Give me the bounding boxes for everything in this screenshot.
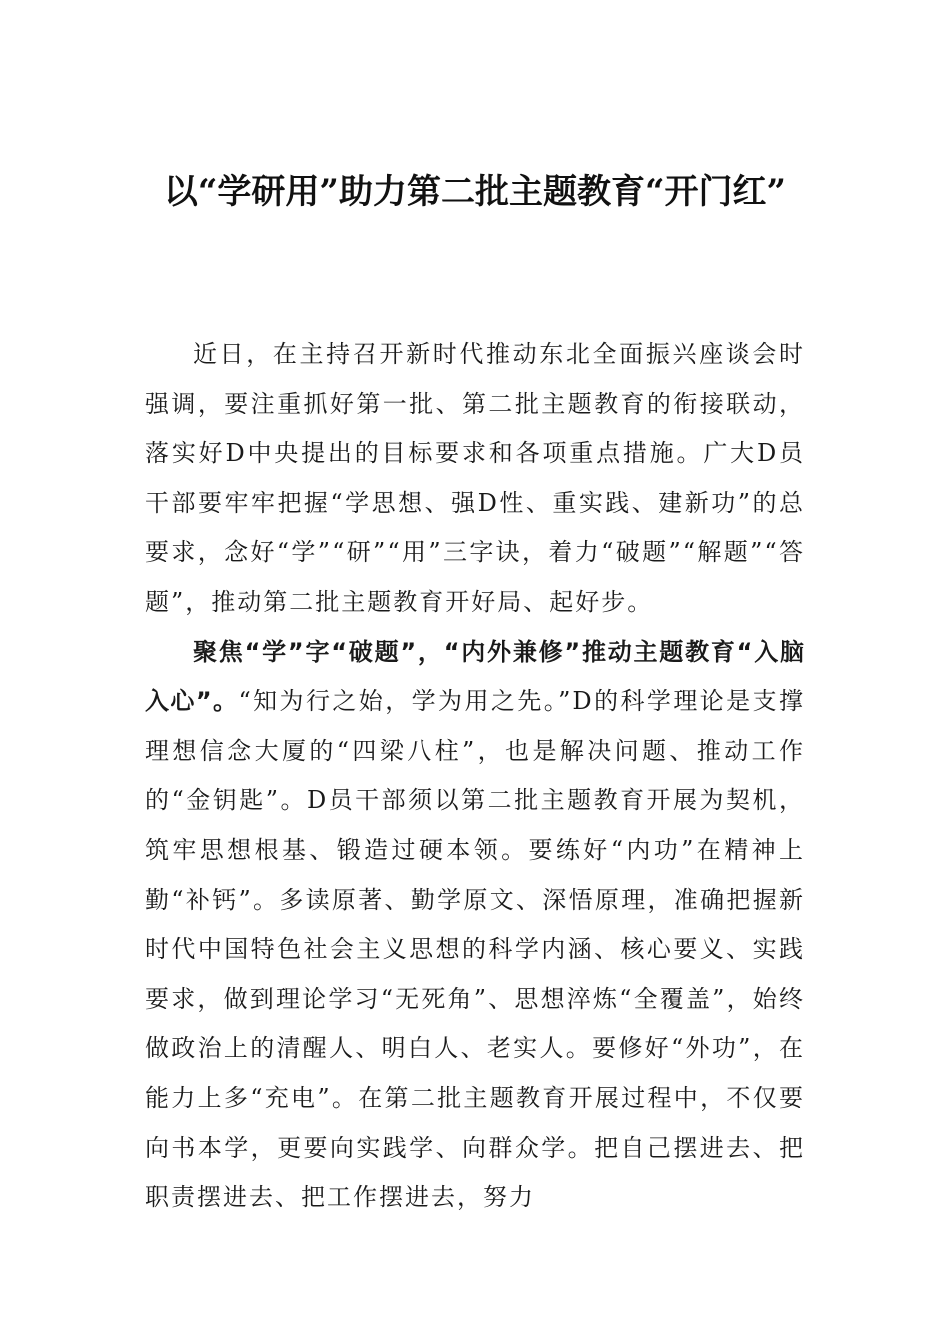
paragraph-intro-text: 近日，在主持召开新时代推动东北全面振兴座谈会时强调，要注重抓好第一批、第二批主题教育的衔接联动，落实好D中央提出的目标要求和各项重点措施。广大D员干部要牢牢把握“学思想、强D性、重实践、建新功”的总要求，念好“学”“研”“用”三字诀，着力“破题”“解题”“答题”，推动第二批主题教育开好局、起好步。 xyxy=(145,340,805,616)
paragraph-study xyxy=(145,628,805,1223)
document-body xyxy=(145,330,805,1223)
paragraph-intro xyxy=(145,330,805,628)
paragraph-study-lead: 聚焦“学”字“破题”，“内外兼修”推动主题教育“入脑入心”。 xyxy=(145,637,805,716)
document-title: 以“学研用”助力第二批主题教育“开门红” xyxy=(163,172,787,212)
paragraph-study-text: “知为行之始，学为用之先。”D的科学理论是支撑理想信念大厦的“四梁八柱”，也是解决问题、推动工作的“金钥匙”。D员干部须以第二批主题教育开展为契机，筑牢思想根基、锻造过硬本领。要练好“内功”在精神上勤“补钙”。多读原著、勤学原文、深悟原理，准确把握新时代中国特色社会主义思想的科学内涵、核心要义、实践要求，做到理论学习“无死角”、思想淬炼“全覆盖”，始终做政治上的清醒人、明白人、老实人。要修好“外功”，在能力上多“充电”。在第二批主题教育开展过程中，不仅要向书本学，更要向实践学、向群众学。把自己摆进去、把职责摆进去、把工作摆进去，努力 xyxy=(145,687,806,1212)
